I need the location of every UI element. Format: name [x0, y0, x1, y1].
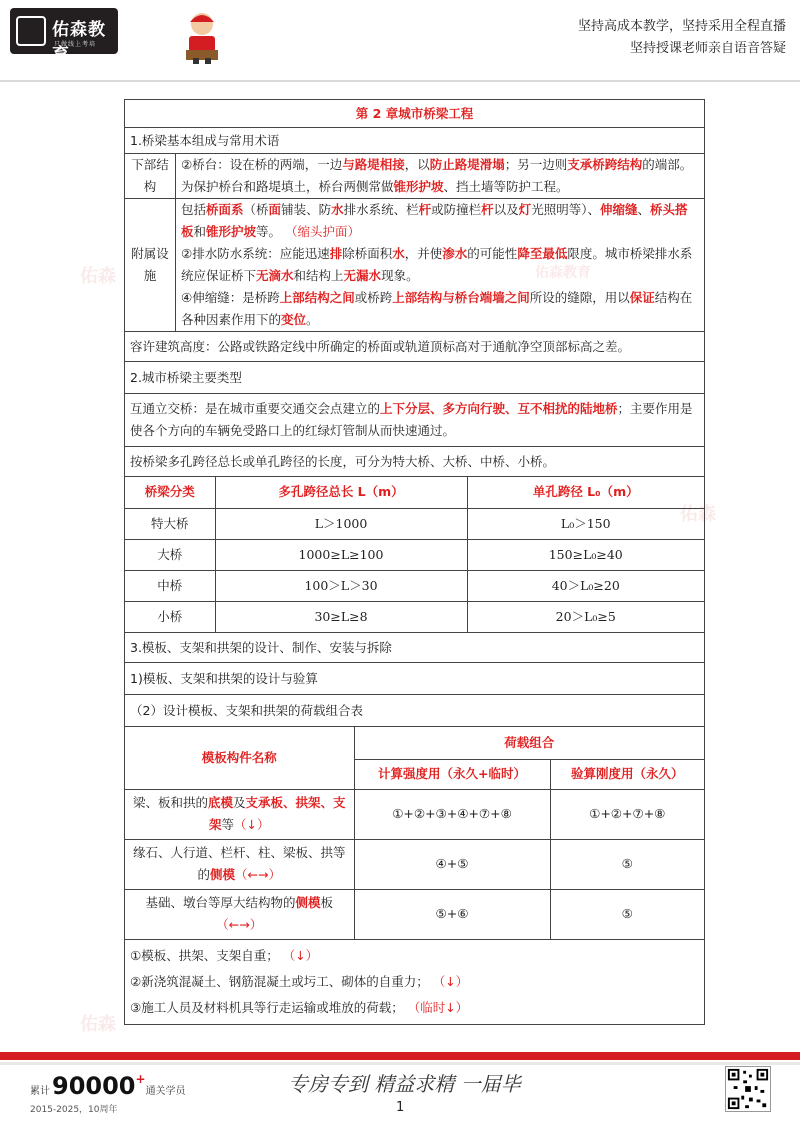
single-span: L₀＞150: [467, 508, 704, 539]
brand-logo[interactable]: [10, 8, 118, 65]
header-cell: 单孔跨径 L₀（m）: [467, 477, 704, 508]
section-heading: 1.桥梁基本组成与常用术语: [125, 128, 705, 154]
table-row: [125, 789, 704, 839]
row-label-substructure: 下部结构: [125, 154, 176, 199]
count-number: 90000: [52, 1072, 136, 1100]
slogan-line-2: 坚持授课老师亲自语音答疑: [629, 41, 786, 56]
bridge-type: 中桥: [125, 570, 215, 601]
section-heading: 2.城市桥梁主要类型: [125, 362, 705, 394]
bridge-type: 大桥: [125, 539, 215, 570]
load-list: [125, 940, 705, 1025]
load-combination: [125, 727, 705, 940]
stiffness-combo: ①+②+⑦+⑧: [550, 789, 704, 839]
header-cell: 验算刚度用（永久）: [550, 759, 704, 789]
count-prefix: 累计: [30, 1086, 50, 1097]
classification-intro: 按桥梁多孔跨径总长或单孔跨径的长度，可分为特大桥、大桥、中桥、小桥。: [125, 447, 705, 477]
subsection-heading: （2）设计模板、支架和拱架的荷载组合表: [125, 695, 705, 727]
header-cell: 计算强度用（永久+临时）: [354, 759, 550, 789]
table-row: [125, 570, 704, 601]
footer-band: [0, 1052, 800, 1060]
table-row: [125, 839, 704, 889]
watermark-icon: 佑森: [80, 266, 116, 287]
motto-signature: 专房专到 精益求精 一届毕: [288, 1072, 521, 1096]
list-item: ③施工人员及材料机具等行走运输或堆放的荷载； （临时↓）: [130, 1000, 469, 1015]
bridge-deck-system: 包括桥面系（桥面铺装、防水排水系统、栏杆或防撞栏杆以及灯光照明等）、伸缩缝、桥头搭板和锥形护坡等。 （缩头护面）: [181, 202, 688, 239]
table-row: [125, 601, 704, 632]
anniversary-text: 2015-2025，10周年: [30, 1105, 118, 1115]
total-span: 30≥L≥8: [215, 601, 467, 632]
table-row: [125, 539, 704, 570]
single-span: 40＞L₀≥20: [467, 570, 704, 601]
strength-combo: ①+②+③+④+⑦+⑧: [354, 789, 550, 839]
table-row: [125, 889, 704, 939]
watermark-icon: 佑森: [80, 1014, 116, 1035]
component-name: 基础、墩台等厚大结构物的侧模板（←→）: [125, 889, 354, 939]
classification-table: [125, 477, 704, 632]
bridge-type: 小桥: [125, 601, 215, 632]
ancillary-text: [176, 199, 705, 332]
page-number: 1: [396, 1100, 405, 1115]
header-cell: 荷载组合: [354, 727, 704, 759]
list-item: ①模板、拱架、支架自重； （↓）: [130, 948, 319, 963]
interchange-definition: 互通立交桥：是在城市重要交通交会点建立的上下分层、多方向行驶、互不相扰的陆地桥；主要作用是使各个方向的车辆免受路口上的红绿灯管制从而快速通过。: [125, 394, 705, 447]
table-header-row: [125, 477, 704, 508]
header-cell: 多孔跨径总长 L（m）: [215, 477, 467, 508]
logo-text: 佑森教育: [52, 20, 106, 65]
header-cell: 桥梁分类: [125, 477, 215, 508]
stiffness-combo: ⑤: [550, 889, 704, 939]
footer-band-shadow: [0, 1062, 800, 1065]
qr-code-icon[interactable]: [725, 1066, 771, 1112]
mascot-icon: [182, 10, 222, 64]
watermark-icon: 佑森教育: [535, 265, 591, 281]
strength-combo: ⑤+⑥: [354, 889, 550, 939]
section-heading: 3.模板、支架和拱架的设计、制作、安装与拆除: [125, 633, 705, 663]
chapter-title: 第 2 章城市桥梁工程: [125, 100, 705, 128]
page-header: [0, 0, 800, 78]
notes-table: [124, 99, 705, 1025]
component-name: 梁、板和拱的底模及支承板、拱架、支架等（↓）: [125, 789, 354, 839]
load-combination-table: [125, 727, 704, 939]
abutment-text: ②桥台：设在桥的两端，一边与路堤相接，以防止路堤滑塌；另一边则支承桥跨结构的端部。为保护桥台和路堤填土，桥台两侧常做锥形护坡、挡土墙等防护工程。: [176, 154, 705, 199]
single-span: 150≥L₀≥40: [467, 539, 704, 570]
bridge-classification: [125, 477, 705, 633]
component-name: 缘石、人行道、栏杆、柱、梁板、拱等的侧模（←→）: [125, 839, 354, 889]
student-count: [30, 1072, 186, 1115]
watermark-icon: 佑森: [680, 504, 716, 525]
total-span: 100＞L＞30: [215, 570, 467, 601]
list-item: ②新浇筑混凝土、钢筋混凝土或圬工、砌体的自重力； （↓）: [130, 974, 469, 989]
count-plus: +: [135, 1072, 146, 1086]
strength-combo: ④+⑤: [354, 839, 550, 889]
drainage-system: ②排水防水系统：应能迅速排除桥面积水，并使渗水的可能性降至最低限度。城市桥梁排水系统应保证桥下无滴水和结构上无漏水现象。: [181, 246, 693, 283]
logo-seal-icon: [16, 16, 46, 46]
bridge-type: 特大桥: [125, 508, 215, 539]
clearance-definition: 容许建筑高度：公路或铁路定线中所确定的桥面或轨道顶标高对于通航净空顶部标高之差。: [125, 332, 705, 362]
count-suffix: 通关学员: [145, 1086, 186, 1097]
row-label-ancillary: 附属设施: [125, 199, 176, 332]
stiffness-combo: ⑤: [550, 839, 704, 889]
single-span: 20＞L₀≥5: [467, 601, 704, 632]
total-span: 1000≥L≥100: [215, 539, 467, 570]
header-cell: 模板构件名称: [125, 727, 354, 789]
slogan: [578, 16, 786, 60]
table-header-row: [125, 727, 704, 759]
document-content: [124, 99, 705, 1025]
table-row: [125, 508, 704, 539]
subsection-heading: 1)模板、支架和拱架的设计与验算: [125, 663, 705, 695]
header-divider: [0, 80, 800, 82]
total-span: L＞1000: [215, 508, 467, 539]
slogan-line-1: 坚持高成本教学，坚持采用全程直播: [577, 19, 786, 34]
logo-tagline: 只做线上考培: [54, 41, 97, 48]
expansion-joint: ④伸缩缝：是桥跨上部结构之间或桥跨上部结构与桥台端墙之间所设的缝隙，用以保证结构在各种因素作用下的变位。: [181, 290, 693, 327]
